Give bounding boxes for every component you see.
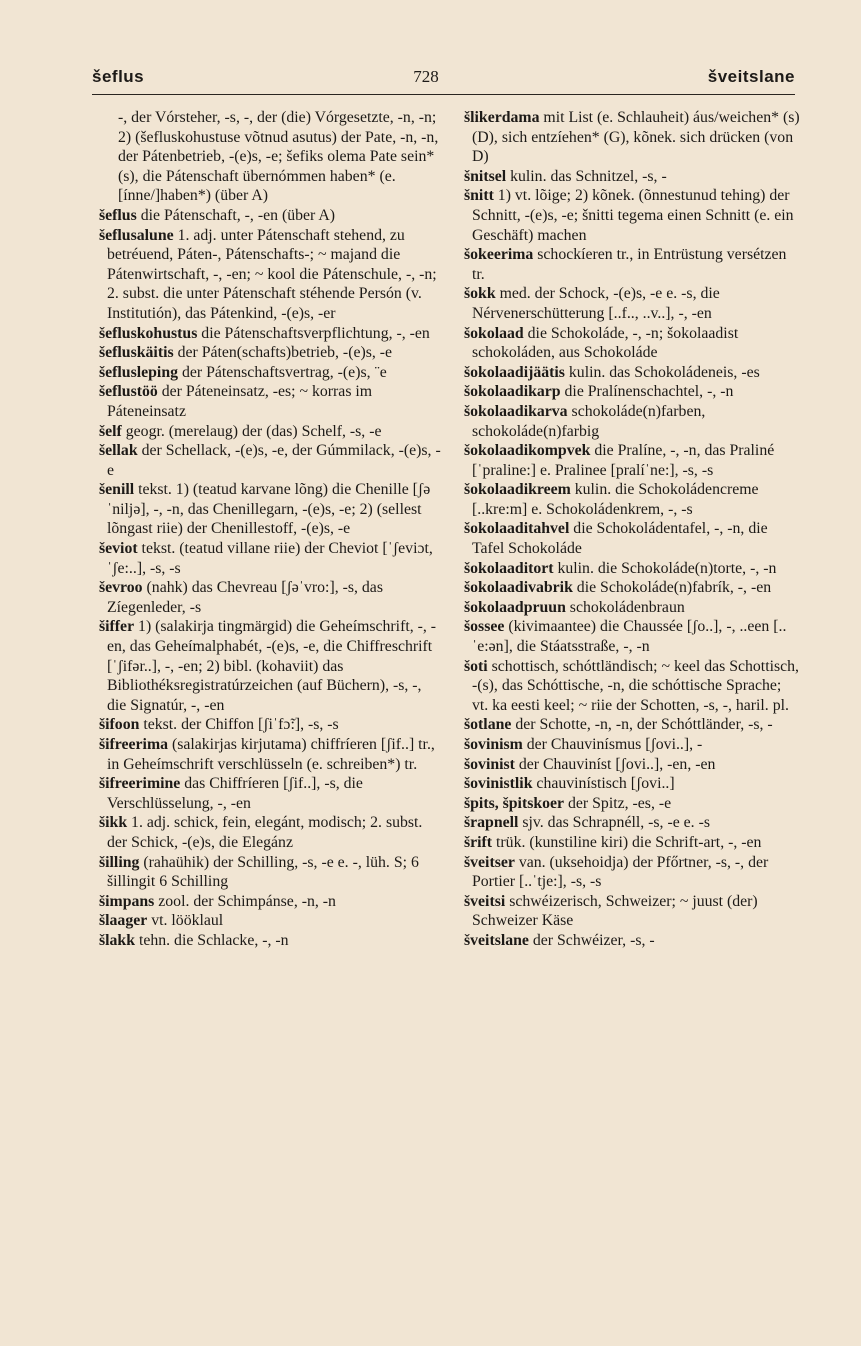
entry-definition: schottisch, schóttländisch; ~ keel das Schottisch, -(s), das Schóttische, -n, die schóttische Sprache; vt. ka eesti keel; ~ riie der Schotten, -s, -, haril. pl. bbox=[472, 657, 799, 714]
dictionary-entry bbox=[99, 853, 441, 892]
dictionary-entry bbox=[99, 343, 441, 363]
dictionary-entry bbox=[99, 539, 441, 578]
entry-headword: šikk bbox=[99, 814, 128, 832]
entry-definition: 1) (salakirja tingmärgid) die Geheímschrift, -, -en, das Geheímalphabét, -(e)s, -e, die Chiffreschrift [ˈʃifər..], -, -en; 2) bibl. (kohaviit) das Bibliothéksregistratúrzeichen (auf Büchern), -s, -, die Signatúr, -, -en bbox=[107, 618, 437, 714]
dictionary-entry bbox=[464, 657, 800, 716]
dictionary-entry bbox=[99, 911, 441, 931]
dictionary-entry bbox=[99, 892, 441, 912]
entry-headword: šokolaaditort bbox=[464, 559, 554, 577]
entry-headword: šeflus bbox=[99, 206, 137, 224]
dictionary-entry bbox=[464, 578, 800, 598]
dictionary-entry bbox=[99, 441, 441, 480]
dictionary-entry bbox=[99, 324, 441, 344]
entry-definition: die Pátenschaft, -, -en (über A) bbox=[136, 206, 336, 224]
entry-headword: šoti bbox=[464, 657, 488, 675]
dictionary-entry bbox=[464, 402, 800, 441]
dictionary-entry bbox=[99, 813, 441, 852]
dictionary-entry bbox=[464, 892, 800, 931]
dictionary-entry bbox=[464, 931, 800, 951]
entry-headword: šveitsi bbox=[464, 892, 506, 910]
entry-headword: šveitser bbox=[464, 853, 515, 871]
entry-definition: der Schwéizer, -s, - bbox=[528, 931, 655, 949]
entry-definition: schockíeren tr., in Entrüstung versétzen tr. bbox=[472, 246, 787, 283]
dictionary-entry bbox=[99, 774, 441, 813]
dictionary-entry bbox=[464, 186, 800, 245]
dictionary-entry bbox=[464, 559, 800, 579]
dictionary-entry bbox=[464, 519, 800, 558]
entry-headword: šrift bbox=[464, 833, 493, 851]
entry-definition: das Chiffríeren [ʃif..], -s, die Verschlüsselung, -, -en bbox=[107, 775, 363, 812]
entry-definition: der Chauviníst [ʃovi..], -en, -en bbox=[514, 755, 716, 773]
entry-headword: šokolaadikarp bbox=[464, 383, 561, 401]
entry-headword: šokolaadpruun bbox=[464, 598, 566, 616]
entry-definition: (nahk) das Chevreau [ʃəˈvro:], -s, das Zíegenleder, -s bbox=[107, 579, 383, 616]
entry-definition: mit List (e. Schlauheit) áus/weichen* (s) (D), sich entzíehen* (G), kõnek. sich drücken (von D) bbox=[472, 109, 800, 166]
entry-definition: die Pralíne, -, -n, das Praliné [ˈpraline:] e. Pralinee [pralíˈne:], -s, -s bbox=[472, 442, 775, 479]
entry-headword: šokk bbox=[464, 285, 496, 303]
entry-definition: die Pralínenschachtel, -, -n bbox=[560, 383, 734, 401]
entry-definition: 1. adj. schick, fein, elegánt, modisch; 2. subst. der Schick, -(e)s, die Elegánz bbox=[107, 814, 423, 851]
entry-headword: šifoon bbox=[99, 716, 140, 734]
entry-definition: tekst. der Chiffon [ʃiˈfɔ̃:], -s, -s bbox=[139, 716, 339, 734]
dictionary-entry bbox=[464, 598, 800, 618]
entry-headword: šifreerimine bbox=[99, 775, 181, 793]
dictionary-entry bbox=[99, 617, 441, 715]
entry-headword: šovinism bbox=[464, 736, 523, 753]
entry-headword: šifreerima bbox=[99, 736, 169, 753]
entry-headword: šokolaadikreem bbox=[464, 481, 571, 499]
entry-definition: schokoládenbraun bbox=[565, 598, 685, 616]
entry-headword: šimpans bbox=[99, 892, 155, 910]
entry-headword: šlaager bbox=[99, 912, 148, 930]
entry-headword: ševiot bbox=[99, 540, 138, 558]
entry-headword: šokolaadikarva bbox=[464, 402, 568, 420]
dictionary-entry bbox=[99, 226, 441, 324]
dictionary-entry bbox=[99, 480, 441, 539]
dictionary-entry bbox=[99, 931, 441, 951]
dictionary-entry bbox=[464, 735, 800, 755]
dictionary-entry bbox=[99, 422, 441, 442]
dictionary-entry bbox=[464, 382, 800, 402]
dictionary-entry bbox=[464, 480, 800, 519]
entry-definition: kulin. die Schokoládencreme [..kre:m] e. Schokoládenkrem, -, -s bbox=[472, 481, 759, 518]
entry-definition: die Schokoláde, -, -n; šokolaadist schokoláden, aus Schokoláde bbox=[472, 324, 739, 362]
left-column bbox=[99, 108, 441, 951]
dictionary-entry bbox=[464, 617, 800, 656]
dictionary-entry bbox=[99, 363, 441, 383]
entry-definition: chauvinístisch [ʃovi..] bbox=[532, 775, 675, 793]
entry-headword: šokolaaditahvel bbox=[464, 520, 570, 538]
entry-definition: der Schellack, -(e)s, -e, der Gúmmilack, -(e)s, -e bbox=[107, 442, 441, 479]
entry-definition: (rahaühik) der Schilling, -s, -e e. -, lüh. S; 6 šillingit 6 Schilling bbox=[107, 853, 419, 891]
entry-headword: šnitt bbox=[464, 187, 494, 205]
entry-headword: šossee bbox=[464, 618, 505, 636]
entry-headword: šveitslane bbox=[464, 931, 529, 949]
entry-definition: tehn. die Schlacke, -, -n bbox=[135, 931, 289, 949]
entry-definition: tekst. 1) (teatud karvane lõng) die Chenille [ʃəˈniljə], -, -n, das Chenillegarn, -(e)s, -e; 2) (sellest lõngast riie) der Chenillestoff, -(e)s, -e bbox=[107, 481, 431, 538]
entry-definition: die Schokoládentafel, -, -n, die Tafel Schokoláde bbox=[472, 520, 768, 558]
dictionary-entry bbox=[99, 206, 441, 226]
dictionary-entry bbox=[99, 715, 441, 735]
right-column bbox=[464, 108, 800, 951]
entry-definition: van. (uksehoidja) der Pfőrtner, -s, -, der Portier [..ˈtje:], -s, -s bbox=[472, 853, 769, 891]
entry-definition: schokoláde(n)farben, schokoláde(n)farbig bbox=[472, 402, 706, 440]
entry-headword: šotlane bbox=[464, 716, 512, 734]
entry-definition: sjv. das Schrapnéll, -s, -e e. -s bbox=[518, 814, 710, 832]
dictionary-entry bbox=[464, 774, 800, 794]
dictionary-entry bbox=[464, 853, 800, 892]
dictionary-entry bbox=[464, 245, 800, 284]
entry-definition: die Schokoláde(n)fabrík, -, -en bbox=[572, 579, 772, 597]
entry-headword: šokeerima bbox=[464, 246, 534, 264]
entry-definition: kulin. das Schokoládeneis, -es bbox=[564, 363, 760, 381]
entry-definition: vt. lööklaul bbox=[147, 912, 224, 930]
left-running-headword: šeflus bbox=[92, 67, 145, 86]
entry-definition: trük. (kunstiline kiri) die Schrift-art, -, -en bbox=[492, 833, 762, 851]
entry-headword: šovinist bbox=[464, 755, 515, 773]
entry-definition: der Schotte, -n, -n, der Schóttländer, -s, - bbox=[511, 716, 773, 734]
dictionary-entry bbox=[464, 167, 800, 187]
entry-headword: šelf bbox=[99, 422, 122, 440]
entry-definition: zool. der Schimpánse, -n, -n bbox=[154, 892, 336, 910]
entry-headword: šilling bbox=[99, 853, 140, 871]
entry-headword: špits, špitskoer bbox=[464, 794, 565, 812]
entry-definition: -, der Vórsteher, -s, -, der (die) Vórgesetzte, -n, -n; 2) (šefluskohustuse võtnud asutus) der Pate, -n, -n, der Pátenbetrieb, -(e)s, -e; šefiks olema Pate sein* (s), die Pátenschaft übernómmen haben* (e. [ínne/]haben*) (über A) bbox=[118, 109, 439, 205]
dictionary-entry bbox=[464, 813, 800, 833]
entry-headword: šiffer bbox=[99, 618, 135, 636]
entry-headword: šovinistlik bbox=[464, 775, 533, 793]
entry-headword: šokolaadivabrik bbox=[464, 579, 573, 597]
entry-headword: šokolaadijäätis bbox=[464, 363, 565, 381]
entry-definition: der Páten(schafts)betrieb, -(e)s, -e bbox=[173, 344, 393, 362]
page-header bbox=[92, 62, 795, 92]
dictionary-entry bbox=[464, 715, 800, 735]
dictionary-entry bbox=[99, 108, 441, 206]
entry-definition: der Páteneinsatz, -es; ~ korras im Páteneinsatz bbox=[107, 383, 373, 420]
entry-definition: der Spitz, -es, -e bbox=[564, 794, 672, 812]
entry-definition: tekst. (teatud villane riie) der Cheviot [ˈʃeviɔt, ˈʃe:..], -s, -s bbox=[107, 540, 433, 577]
entry-headword: šokolaadikompvek bbox=[464, 442, 591, 460]
entry-headword: šeflustöö bbox=[99, 383, 158, 401]
entry-definition: die Pátenschaftsverpflichtung, -, -en bbox=[197, 324, 430, 342]
entry-headword: šellak bbox=[99, 442, 138, 460]
entry-headword: šlakk bbox=[99, 931, 136, 949]
entry-definition: kulin. das Schnitzel, -s, - bbox=[506, 167, 667, 185]
entry-definition: geogr. (merelaug) der (das) Schelf, -s, -e bbox=[121, 422, 382, 440]
dictionary-entry bbox=[99, 735, 441, 774]
entry-definition: kulin. die Schokoláde(n)torte, -, -n bbox=[553, 559, 777, 577]
entry-definition: med. der Schock, -(e)s, -e e. -s, die Nérvenerschütterung [..f.., ..v..], -, -en bbox=[472, 285, 720, 322]
entry-headword: ševroo bbox=[99, 579, 143, 597]
entry-headword: šefluskäitis bbox=[99, 344, 174, 362]
dictionary-entry bbox=[464, 441, 800, 480]
dictionary-entry bbox=[464, 324, 800, 363]
entry-definition: (kivimaantee) die Chaussée [ʃo..], -, ..een [..ˈe:ən], die Stáatsstraße, -, -n bbox=[472, 618, 787, 656]
dictionary-entry bbox=[464, 794, 800, 814]
right-running-headword: šveitslane bbox=[707, 67, 795, 86]
entry-headword: šrapnell bbox=[464, 814, 519, 832]
entry-definition: 1) vt. lõige; 2) kõnek. (õnnestunud tehing) der Schnitt, -(e)s, -e; šnitti tegema einen Schnitt (e. ein Geschäft) machen bbox=[472, 187, 794, 244]
dictionary-entry bbox=[464, 363, 800, 383]
entry-definition: (salakirjas kirjutama) chiffríeren [ʃif..] tr., in Geheímschrift verschlüsseln (e. schreiben*) tr. bbox=[107, 736, 435, 773]
dictionary-entry bbox=[99, 382, 441, 421]
header-rule bbox=[92, 94, 795, 95]
entry-definition: schwéizerisch, Schweizer; ~ juust (der) Schweizer Käse bbox=[472, 892, 758, 930]
entry-headword: šenill bbox=[99, 481, 135, 499]
entry-headword: šokolaad bbox=[464, 324, 524, 342]
entry-headword: šefluskohustus bbox=[99, 324, 198, 342]
entry-definition: 1. adj. unter Pátenschaft stehend, zu betréuend, Páten-, Pátenschafts-; ~ majand die Pátenwirtschaft, -, -en; ~ kool die Pátenschule, -, -n; 2. subst. die unter Pátenschaft stéhende Persón (v. Institutión), das Pátenkind, -(e)s, -er bbox=[107, 226, 437, 322]
dictionary-entry bbox=[99, 578, 441, 617]
dictionary-entry bbox=[464, 108, 800, 167]
entry-definition: der Pátenschaftsvertrag, -(e)s, ¨e bbox=[178, 363, 387, 381]
page-number: 728 bbox=[413, 67, 439, 86]
dictionary-entry bbox=[464, 755, 800, 775]
entry-definition: der Chauvinísmus [ʃovi..], - bbox=[522, 736, 703, 753]
entry-headword: šlikerdama bbox=[464, 109, 540, 126]
entry-headword: šnitsel bbox=[464, 167, 507, 185]
dictionary-entry bbox=[464, 833, 800, 853]
dictionary-entry bbox=[464, 284, 800, 323]
entry-headword: šeflusalune bbox=[99, 226, 174, 244]
entry-headword: šeflusleping bbox=[99, 363, 178, 381]
